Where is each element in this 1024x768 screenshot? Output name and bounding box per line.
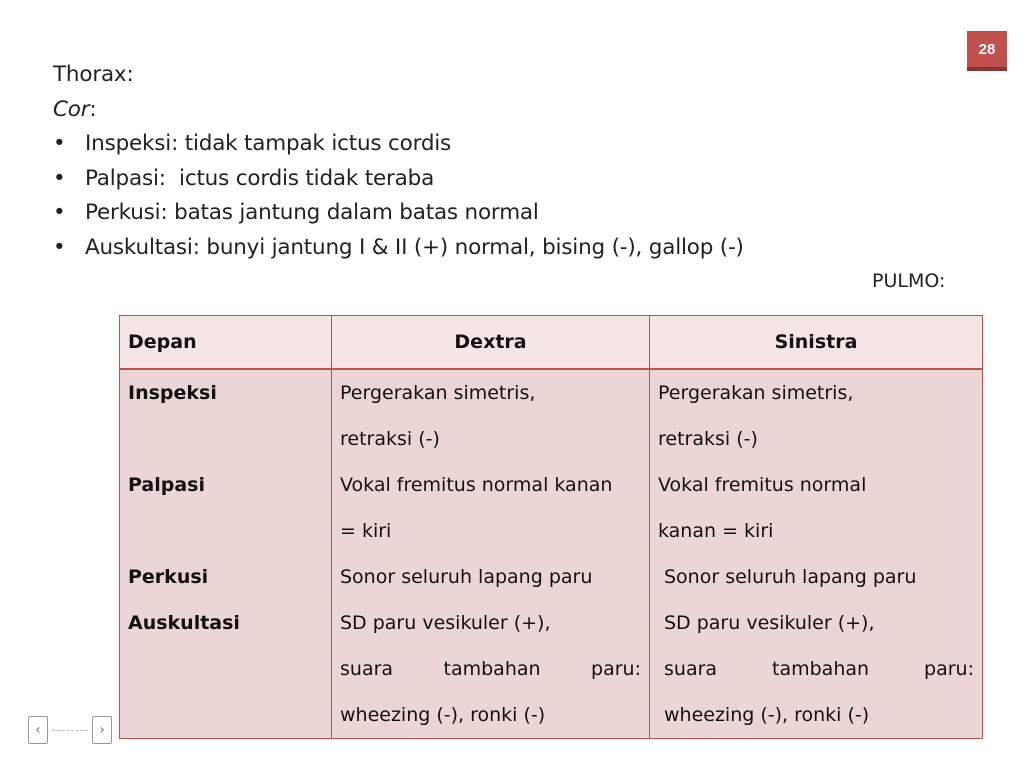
dextra-cell: SD paru vesikuler (+), (332, 600, 650, 646)
justified-word: tambahan (443, 658, 541, 680)
sinistra-cell: retraksi (-) (650, 416, 983, 462)
table-row (120, 369, 983, 416)
pulmo-label: PULMO: (872, 270, 946, 292)
bullet-text: Palpasi: ictus cordis tidak teraba (85, 165, 435, 191)
dextra-cell: wheezing (-), ronki (-) (332, 692, 650, 739)
bullet-text: Perkusi: batas jantung dalam batas normal (85, 200, 539, 225)
bullet-icon: • (53, 200, 66, 225)
table-row (120, 508, 983, 554)
justified-word: paru: (924, 658, 974, 680)
row-label (120, 646, 332, 692)
nav-divider (52, 730, 88, 731)
justified-word: suara (340, 658, 394, 680)
row-label: Perkusi (120, 554, 332, 600)
slide-number-badge: 28 (967, 31, 1007, 71)
bullet-item (53, 231, 973, 266)
slide-navigation (28, 716, 112, 744)
row-label: Auskultasi (120, 600, 332, 646)
bullet-item (53, 127, 973, 162)
sinistra-cell: kanan = kiri (650, 508, 983, 554)
justified-word: paru: (591, 658, 641, 680)
sinistra-cell: Pergerakan simetris, (650, 369, 983, 416)
pulmo-table (119, 315, 983, 739)
table-header-row (120, 316, 983, 370)
dextra-cell: Sonor seluruh lapang paru (332, 554, 650, 600)
dextra-cell (332, 646, 650, 692)
justified-word: tambahan (772, 658, 870, 680)
table-row (120, 692, 983, 739)
thorax-heading: Thorax: (53, 62, 134, 87)
bullet-icon: • (53, 234, 66, 260)
cor-colon: : (89, 96, 97, 122)
sinistra-cell (650, 646, 983, 692)
table-row (120, 554, 983, 600)
cor-label: Cor (53, 96, 90, 122)
sinistra-cell: wheezing (-), ronki (-) (650, 692, 983, 739)
prev-slide-button[interactable] (28, 716, 48, 744)
dextra-cell: retraksi (-) (332, 416, 650, 462)
chevron-right-icon: › (99, 722, 105, 738)
bullet-text: Auskultasi: bunyi jantung I & II (+) normal, bising (-), gallop (-) (85, 234, 744, 260)
row-label (120, 508, 332, 554)
bullet-item (53, 196, 973, 231)
dextra-cell: Pergerakan simetris, (332, 369, 650, 416)
table-row (120, 462, 983, 508)
sinistra-cell: Vokal fremitus normal (650, 462, 983, 508)
row-label: Palpasi (120, 462, 332, 508)
sinistra-cell: SD paru vesikuler (+), (650, 600, 983, 646)
bullet-icon: • (53, 165, 66, 191)
next-slide-button[interactable] (92, 716, 112, 744)
table-row (120, 646, 983, 692)
dextra-cell: Vokal fremitus normal kanan (332, 462, 650, 508)
header-dextra: Dextra (332, 316, 650, 370)
justified-word: suara (664, 658, 718, 680)
bullet-item (53, 162, 973, 197)
row-label (120, 416, 332, 462)
dextra-cell: = kiri (332, 508, 650, 554)
chevron-left-icon: ‹ (35, 722, 41, 738)
row-label (120, 692, 332, 739)
cor-heading (53, 93, 973, 128)
bullet-text: Inspeksi: tidak tampak ictus cordis (85, 131, 452, 156)
table-row (120, 600, 983, 646)
sinistra-cell: Sonor seluruh lapang paru (650, 554, 983, 600)
header-sinistra: Sinistra (650, 316, 983, 370)
table-row (120, 416, 983, 462)
row-label: Inspeksi (120, 369, 332, 416)
bullet-icon: • (53, 131, 66, 156)
header-depan: Depan (120, 316, 332, 370)
cor-section (53, 58, 973, 265)
